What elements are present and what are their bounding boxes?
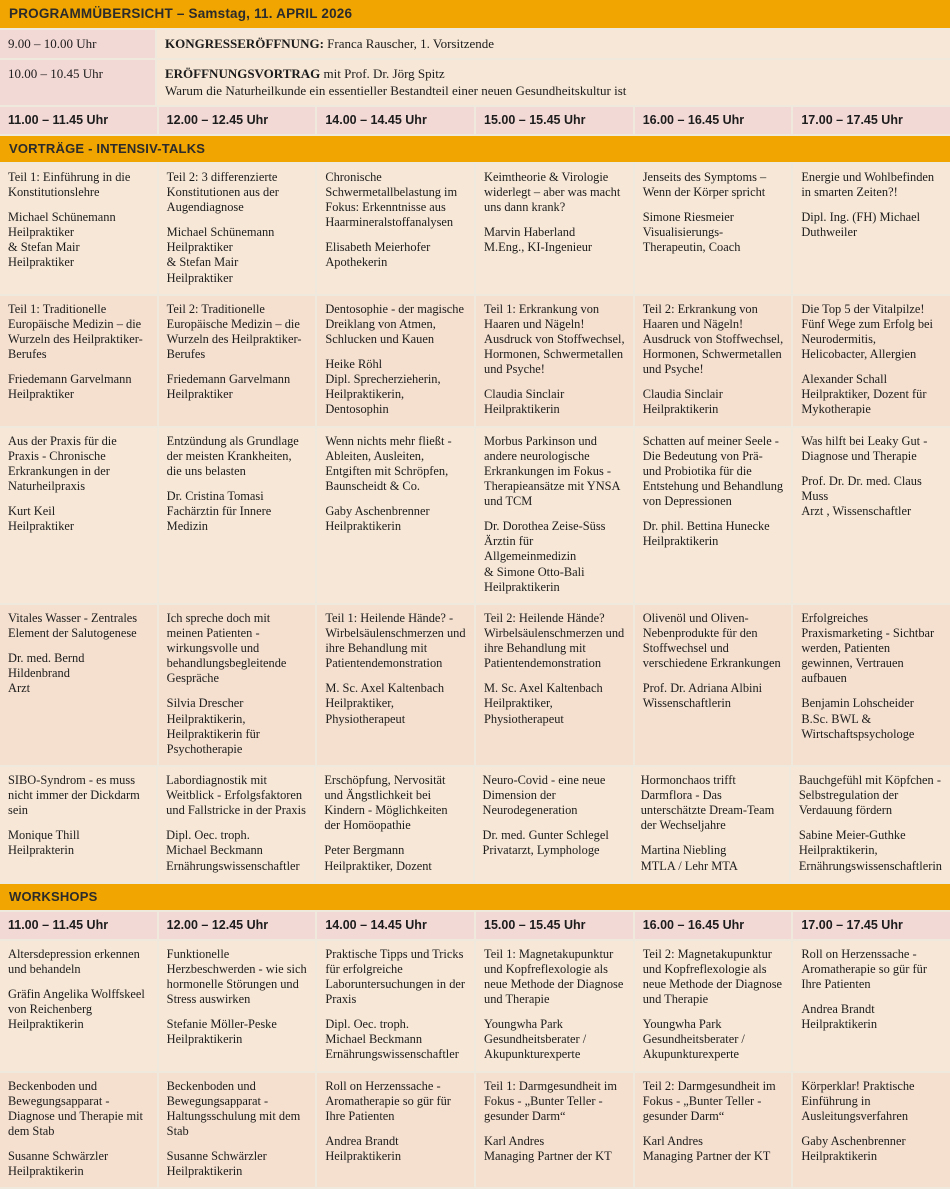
talks-row — [0, 767, 950, 884]
session-cell[interactable] — [635, 296, 794, 426]
session-speaker — [325, 240, 466, 270]
session-speaker-line: Heilpraktiker, Dozent — [324, 859, 464, 874]
session-speaker — [167, 1017, 308, 1047]
session-title: Roll on Herzenssache - Aromatherapie so gür für Ihre Patienten — [325, 1079, 466, 1124]
session-speaker-line: Heilpraktikerin — [325, 1149, 466, 1164]
session-speaker — [325, 1017, 466, 1062]
session-speaker-line: Monique Thill — [8, 828, 148, 843]
session-speaker-line: Arzt , Wissenschaftler — [801, 504, 942, 519]
session-cell[interactable] — [0, 1073, 159, 1188]
info-row-content — [157, 60, 950, 105]
session-speaker-line: Arzt — [8, 681, 149, 696]
session-title: Altersdepression erkennen und behandeln — [8, 947, 149, 977]
session-title: Keimtheorie & Virologie widerlegt – aber was macht uns dann krank? — [484, 170, 625, 215]
session-title: Erfolgreiches Praxismarketing - Sichtbar werden, Patienten gewinnen, Vertrauen aufbauen — [801, 611, 942, 687]
session-speaker-line: Heilpraktiker, Physiotherapeut — [325, 696, 466, 726]
session-speaker-line: Fachärztin für Innere Medizin — [167, 504, 308, 534]
session-cell[interactable] — [793, 1073, 950, 1188]
session-title: Körperklar! Praktische Einführung in Ausleitungsverfahren — [801, 1079, 942, 1124]
session-speaker — [801, 474, 942, 519]
session-title: Chronische Schwermetallbelastung im Fokus: Erkenntnisse aus Haarmineralstoffanalysen — [325, 170, 466, 231]
session-speaker-line: Gaby Aschenbrenner — [325, 504, 466, 519]
session-cell[interactable] — [0, 767, 158, 882]
session-speaker-line: Heilpraktiker — [167, 240, 308, 255]
session-speaker — [8, 504, 149, 534]
session-speaker — [484, 519, 625, 595]
session-cell[interactable] — [635, 164, 794, 294]
session-speaker-line: Dr. phil. Bettina Hunecke — [643, 519, 784, 534]
time-slot-header: 12.00 – 12.45 Uhr — [159, 107, 318, 134]
session-title: Neuro-Covid - eine neue Dimension der Neurodegeneration — [483, 773, 623, 818]
session-cell[interactable] — [159, 605, 318, 765]
session-speaker-line: Heilpraktiker — [167, 271, 308, 286]
session-cell[interactable] — [791, 767, 950, 882]
session-speaker-line: Youngwha Park — [643, 1017, 784, 1032]
session-title: Roll on Herzenssache - Aromatherapie so gür für Ihre Patienten — [801, 947, 942, 992]
info-row-content — [157, 30, 950, 58]
session-speaker-line: Privatarzt, Lymphologe — [483, 843, 623, 858]
session-cell[interactable] — [476, 1073, 635, 1188]
session-cell[interactable] — [793, 164, 950, 294]
page-title: PROGRAMMÜBERSICHT – Samstag, 11. APRIL 2026 — [0, 0, 950, 30]
session-speaker-line: Gräfin Angelika Wolffskeel — [8, 987, 149, 1002]
session-cell[interactable] — [317, 605, 476, 765]
session-speaker-line: Heilpraktiker — [8, 387, 149, 402]
session-speaker-line: Claudia Sinclair — [643, 387, 784, 402]
session-speaker-line: & Simone Otto-Bali — [484, 565, 625, 580]
session-speaker-line: M. Sc. Axel Kaltenbach — [325, 681, 466, 696]
session-cell[interactable] — [159, 941, 318, 1071]
session-title: Beckenboden und Bewegungsapparat - Haltungsschulung mit dem Stab — [167, 1079, 308, 1140]
session-speaker-line: Dr. Cristina Tomasi — [167, 489, 308, 504]
session-speaker — [8, 1149, 149, 1179]
session-speaker-line: Heilpraktiker — [8, 519, 149, 534]
session-cell[interactable] — [476, 428, 635, 603]
session-speaker-line: Heilpraktikerin, Ernährungswissenschaftlerin — [799, 843, 942, 873]
session-speaker-line: Dr. Dorothea Zeise-Süss — [484, 519, 625, 534]
session-cell[interactable] — [633, 767, 791, 882]
session-speaker-line: Visualisierungs-Therapeutin, Coach — [643, 225, 784, 255]
info-row-line: Warum die Naturheilkunde ein essentieller Bestandteil einer neuen Gesundheitskultur ist — [165, 83, 942, 99]
session-speaker — [8, 651, 149, 696]
session-speaker-line: Heike Röhl — [325, 357, 466, 372]
session-speaker-line: B.Sc. BWL & Wirtschaftspsychologe — [801, 712, 942, 742]
session-cell[interactable] — [317, 428, 476, 603]
session-title: Beckenboden und Bewegungsapparat - Diagnose und Therapie mit dem Stab — [8, 1079, 149, 1140]
session-speaker — [643, 519, 784, 549]
session-cell[interactable] — [476, 164, 635, 294]
session-speaker-line: Heilpraktikerin — [167, 1164, 308, 1179]
session-speaker-line: Andrea Brandt — [801, 1002, 942, 1017]
session-speaker — [8, 372, 149, 402]
session-speaker — [643, 387, 784, 417]
session-cell[interactable] — [793, 296, 950, 426]
session-title: Labordiagnostik mit Weitblick - Erfolgsfaktoren und Fallstricke in der Praxis — [166, 773, 306, 818]
session-speaker-line: Heilpraktikerin — [8, 1164, 149, 1179]
session-speaker-line: Karl Andres — [484, 1134, 625, 1149]
session-cell[interactable] — [793, 605, 950, 765]
session-speaker-line: von Reichenberg — [8, 1002, 149, 1017]
session-speaker-line: Heilpraktikerin — [801, 1149, 942, 1164]
talks-row — [0, 605, 950, 767]
session-speaker — [643, 681, 784, 711]
session-cell[interactable] — [159, 428, 318, 603]
session-speaker-line: Dr. med. Bernd Hildenbrand — [8, 651, 149, 681]
session-speaker-line: Heilpraktikerin — [484, 402, 625, 417]
session-speaker-line: M.Eng., KI-Ingenieur — [484, 240, 625, 255]
session-title: Vitales Wasser - Zentrales Element der Salutogenese — [8, 611, 149, 641]
session-speaker-line: Gesundheitsberater / Akupunkturexperte — [484, 1032, 625, 1062]
session-speaker-line: Wissenschaftlerin — [643, 696, 784, 711]
session-cell[interactable] — [793, 428, 950, 603]
time-slot-header: 14.00 – 14.45 Uhr — [317, 107, 476, 134]
session-speaker-line: Heilpraktikerin — [643, 534, 784, 549]
session-title: Teil 1: Traditionelle Europäische Medizin – die Wurzeln des Heilpraktiker-Berufes — [8, 302, 149, 363]
time-header-row-workshops — [0, 912, 950, 941]
session-speaker-line: Dr. med. Gunter Schlegel — [483, 828, 623, 843]
session-speaker-line: Heilpraktiker — [8, 255, 149, 270]
session-speaker-line: & Stefan Mair — [8, 240, 149, 255]
session-speaker — [166, 828, 306, 873]
session-title: SIBO-Syndrom - es muss nicht immer der Dickdarm sein — [8, 773, 148, 818]
session-cell[interactable] — [635, 1073, 794, 1188]
session-title: Ich spreche doch mit meinen Patienten - wirkungsvolle und behandlungsbegleitende Gespräche — [167, 611, 308, 687]
session-speaker-line: Managing Partner der KT — [643, 1149, 784, 1164]
session-speaker-line: Ernährungswissenschaftler — [325, 1047, 466, 1062]
session-speaker-line: Simone Riesmeier — [643, 210, 784, 225]
session-speaker-line: Peter Bergmann — [324, 843, 464, 858]
session-speaker-line: Heilpraktikerin — [484, 580, 625, 595]
session-speaker-line: Silvia Drescher — [167, 696, 308, 711]
session-speaker-line: Heilpraktiker, Dozent für Mykotherapie — [801, 387, 942, 417]
session-title: Teil 1: Erkrankung von Haaren und Nägeln! Ausdruck von Stoffwechsel, Hormonen, Schwermetallen und Psyche! — [484, 302, 625, 378]
session-cell[interactable] — [0, 428, 159, 603]
session-speaker-line: Claudia Sinclair — [484, 387, 625, 402]
session-speaker-line: Heilpraktikerin — [8, 1017, 149, 1032]
session-speaker-line: Benjamin Lohscheider — [801, 696, 942, 711]
session-speaker-line: Susanne Schwärzler — [8, 1149, 149, 1164]
session-title: Schatten auf meiner Seele - Die Bedeutung von Prä- und Probiotika für die Entstehung und Behandlung von Depressionen — [643, 434, 784, 510]
session-cell[interactable] — [635, 941, 794, 1071]
session-speaker — [801, 696, 942, 741]
session-speaker — [483, 828, 623, 858]
session-title: Erschöpfung, Nervosität und Ängstlichkeit bei Kindern - Möglichkeiten der Homöopathie — [324, 773, 464, 834]
session-speaker-line: M. Sc. Axel Kaltenbach — [484, 681, 625, 696]
session-speaker-line: Gaby Aschenbrenner — [801, 1134, 942, 1149]
session-speaker — [167, 372, 308, 402]
session-speaker-line: Michael Beckmann — [325, 1032, 466, 1047]
session-cell[interactable] — [317, 1073, 476, 1188]
session-speaker — [8, 828, 148, 858]
session-cell[interactable] — [0, 164, 159, 294]
opening-info-rows — [0, 30, 950, 107]
session-speaker — [325, 681, 466, 726]
talks-grid — [0, 164, 950, 884]
session-speaker — [641, 843, 781, 873]
section-banner-workshops: WORKSHOPS — [0, 884, 950, 912]
session-title: Olivenöl und Oliven-Nebenprodukte für den Stoffwechsel und verschiedene Erkrankungen — [643, 611, 784, 672]
session-speaker-line: Apothekerin — [325, 255, 466, 270]
session-speaker — [801, 1134, 942, 1164]
session-title: Teil 1: Magnetakupunktur und Kopfreflexologie als neue Methode der Diagnose und Therapie — [484, 947, 625, 1008]
session-cell[interactable] — [475, 767, 633, 882]
session-title: Aus der Praxis für die Praxis - Chronische Erkrankungen in der Naturheilpraxis — [8, 434, 149, 495]
time-slot-header: 16.00 – 16.45 Uhr — [635, 912, 794, 939]
session-title: Bauchgefühl mit Köpfchen - Selbstregulation der Verdauung fördern — [799, 773, 942, 818]
session-cell[interactable] — [0, 941, 159, 1071]
session-speaker-line: Ärztin für Allgemeinmedizin — [484, 534, 625, 564]
session-speaker-line: Michael Beckmann — [166, 843, 306, 858]
session-speaker-line: Susanne Schwärzler — [167, 1149, 308, 1164]
talks-row — [0, 164, 950, 296]
session-cell[interactable] — [0, 296, 159, 426]
workshops-row — [0, 1073, 950, 1189]
workshops-row — [0, 941, 950, 1073]
session-speaker — [8, 987, 149, 1032]
session-speaker-line: Michael Schünemann — [167, 225, 308, 240]
session-speaker-line: Marvin Haberland — [484, 225, 625, 240]
session-title: Wenn nichts mehr fließt - Ableiten, Ausleiten, Entgiften mit Schröpfen, Baunscheidt & Co. — [325, 434, 466, 495]
session-title: Teil 2: Darmgesundheit im Fokus - „Bunter Teller - gesunder Darm“ — [643, 1079, 784, 1124]
session-speaker-line: Ernährungswissenschaftler — [166, 859, 306, 874]
session-speaker — [484, 1134, 625, 1164]
session-speaker-line: Heilprakterin — [8, 843, 148, 858]
session-speaker-line: Martina Niebling — [641, 843, 781, 858]
session-speaker — [484, 387, 625, 417]
info-row — [0, 30, 950, 60]
session-speaker-line: Karl Andres — [643, 1134, 784, 1149]
session-cell[interactable] — [317, 296, 476, 426]
session-speaker-line: Kurt Keil — [8, 504, 149, 519]
session-speaker — [799, 828, 942, 873]
workshops-grid — [0, 941, 950, 1189]
session-speaker — [167, 489, 308, 534]
session-cell[interactable] — [793, 941, 950, 1071]
session-cell[interactable] — [476, 296, 635, 426]
time-slot-header: 11.00 – 11.45 Uhr — [0, 912, 159, 939]
session-speaker-line: Andrea Brandt — [325, 1134, 466, 1149]
info-row-line: ERÖFFNUNGSVORTRAG mit Prof. Dr. Jörg Spitz — [165, 66, 942, 82]
section-banner-talks: VORTRÄGE - INTENSIV-TALKS — [0, 136, 950, 164]
info-row — [0, 60, 950, 107]
session-speaker-line: Dipl. Oec. troph. — [325, 1017, 466, 1032]
session-speaker-line: Heilpraktiker — [8, 225, 149, 240]
session-speaker — [801, 1002, 942, 1032]
session-title: Die Top 5 der Vitalpilze! Fünf Wege zum Erfolg bei Neurodermitis, Helicobacter, Allergien — [801, 302, 942, 363]
session-cell[interactable] — [158, 767, 316, 882]
session-title: Energie und Wohlbefinden in smarten Zeiten?! — [801, 170, 942, 200]
session-cell[interactable] — [316, 767, 474, 882]
session-speaker-line: Stefanie Möller-Peske — [167, 1017, 308, 1032]
session-speaker — [325, 504, 466, 534]
session-title: Hormonchaos trifft Darmflora - Das unterschätzte Dream-Team der Wechseljahre — [641, 773, 781, 834]
time-header-row-talks — [0, 107, 950, 136]
info-row-time: 10.00 – 10.45 Uhr — [0, 60, 157, 105]
session-title: Morbus Parkinson und andere neurologische Erkrankungen im Fokus - Therapieansätze mit YNSA und TCM — [484, 434, 625, 510]
session-cell[interactable] — [317, 164, 476, 294]
session-speaker-line: Managing Partner der KT — [484, 1149, 625, 1164]
session-speaker-line: & Stefan Mair — [167, 255, 308, 270]
session-speaker-line: Youngwha Park — [484, 1017, 625, 1032]
session-speaker-line: Heilpraktikerin, Dentosophin — [325, 387, 466, 417]
talks-row — [0, 296, 950, 428]
session-speaker-line: Dipl. Ing. (FH) Michael Duthweiler — [801, 210, 942, 240]
session-title: Dentosophie - der magische Dreiklang von Atmen, Schlucken und Kauen — [325, 302, 466, 347]
session-title: Teil 1: Darmgesundheit im Fokus - „Bunter Teller - gesunder Darm“ — [484, 1079, 625, 1124]
session-speaker-line: Dipl. Sprecherzieherin, — [325, 372, 466, 387]
session-cell[interactable] — [0, 605, 159, 765]
session-cell[interactable] — [635, 605, 794, 765]
session-speaker-line: Heilpraktiker, Physiotherapeut — [484, 696, 625, 726]
session-cell[interactable] — [635, 428, 794, 603]
session-speaker — [643, 210, 784, 255]
session-speaker-line: Heilpraktikerin, Heilpraktikerin für Psychotherapie — [167, 712, 308, 757]
session-speaker-line: Prof. Dr. Adriana Albini — [643, 681, 784, 696]
session-cell[interactable] — [317, 941, 476, 1071]
session-speaker-line: Friedemann Garvelmann — [8, 372, 149, 387]
session-speaker-line: Heilpraktikerin — [643, 402, 784, 417]
session-speaker — [325, 357, 466, 418]
session-title: Funktionelle Herzbeschwerden - wie sich hormonelle Störungen und Stress auswirken — [167, 947, 308, 1008]
session-speaker-line: Gesundheitsberater / Akupunkturexperte — [643, 1032, 784, 1062]
time-slot-header: 14.00 – 14.45 Uhr — [317, 912, 476, 939]
time-slot-header: 11.00 – 11.45 Uhr — [0, 107, 159, 134]
time-slot-header: 17.00 – 17.45 Uhr — [793, 912, 950, 939]
session-speaker-line: Elisabeth Meierhofer — [325, 240, 466, 255]
session-speaker — [167, 225, 308, 286]
session-speaker-line: Heilpraktiker — [167, 387, 308, 402]
session-title: Teil 2: Magnetakupunktur und Kopfreflexologie als neue Methode der Diagnose und Therapie — [643, 947, 784, 1008]
session-speaker-line: Heilpraktikerin — [325, 519, 466, 534]
session-speaker-line: Friedemann Garvelmann — [167, 372, 308, 387]
session-title: Teil 2: Traditionelle Europäische Medizin – die Wurzeln des Heilpraktiker-Berufes — [167, 302, 308, 363]
session-speaker-line: Prof. Dr. Dr. med. Claus Muss — [801, 474, 942, 504]
time-slot-header: 16.00 – 16.45 Uhr — [635, 107, 794, 134]
session-speaker — [484, 1017, 625, 1062]
session-title: Teil 2: 3 differenzierte Konstitutionen aus der Augendiagnose — [167, 170, 308, 215]
session-speaker — [167, 696, 308, 757]
session-cell[interactable] — [476, 941, 635, 1071]
session-title: Teil 2: Erkrankung von Haaren und Nägeln! Ausdruck von Stoffwechsel, Hormonen, Schwermetallen und Psyche! — [643, 302, 784, 378]
session-title: Was hilft bei Leaky Gut - Diagnose und Therapie — [801, 434, 942, 464]
session-title: Teil 1: Einführung in die Konstitutionslehre — [8, 170, 149, 200]
session-speaker-line: Dipl. Oec. troph. — [166, 828, 306, 843]
session-speaker-line: MTLA / Lehr MTA — [641, 859, 781, 874]
session-title: Teil 1: Heilende Hände? - Wirbelsäulenschmerzen und ihre Behandlung mit Patientendemonstration — [325, 611, 466, 672]
session-speaker — [484, 681, 625, 726]
session-title: Jenseits des Symptoms – Wenn der Körper spricht — [643, 170, 784, 200]
session-speaker — [801, 372, 942, 417]
session-title: Teil 2: Heilende Hände? Wirbelsäulenschmerzen und ihre Behandlung mit Patientendemonstration — [484, 611, 625, 672]
time-slot-header: 12.00 – 12.45 Uhr — [159, 912, 318, 939]
time-slot-header: 15.00 – 15.45 Uhr — [476, 912, 635, 939]
session-speaker — [167, 1149, 308, 1179]
session-speaker-line: Alexander Schall — [801, 372, 942, 387]
talks-row — [0, 428, 950, 605]
session-cell[interactable] — [476, 605, 635, 765]
session-cell[interactable] — [159, 1073, 318, 1188]
info-row-time: 9.00 – 10.00 Uhr — [0, 30, 157, 58]
session-speaker — [643, 1017, 784, 1062]
session-speaker — [8, 210, 149, 271]
session-speaker — [484, 225, 625, 255]
time-slot-header: 15.00 – 15.45 Uhr — [476, 107, 635, 134]
session-cell[interactable] — [159, 296, 318, 426]
session-speaker — [324, 843, 464, 873]
session-speaker — [643, 1134, 784, 1164]
session-speaker-line: Michael Schünemann — [8, 210, 149, 225]
info-row-line: KONGRESSERÖFFNUNG: Franca Rauscher, 1. Vorsitzende — [165, 36, 942, 52]
session-speaker-line: Heilpraktikerin — [167, 1032, 308, 1047]
session-speaker-line: Heilpraktikerin — [801, 1017, 942, 1032]
session-speaker — [325, 1134, 466, 1164]
session-title: Praktische Tipps und Tricks für erfolgreiche Laboruntersuchungen in der Praxis — [325, 947, 466, 1008]
session-cell[interactable] — [159, 164, 318, 294]
session-title: Entzündung als Grundlage der meisten Krankheiten, die uns belasten — [167, 434, 308, 479]
session-speaker — [801, 210, 942, 240]
session-speaker-line: Sabine Meier-Guthke — [799, 828, 942, 843]
time-slot-header: 17.00 – 17.45 Uhr — [793, 107, 950, 134]
